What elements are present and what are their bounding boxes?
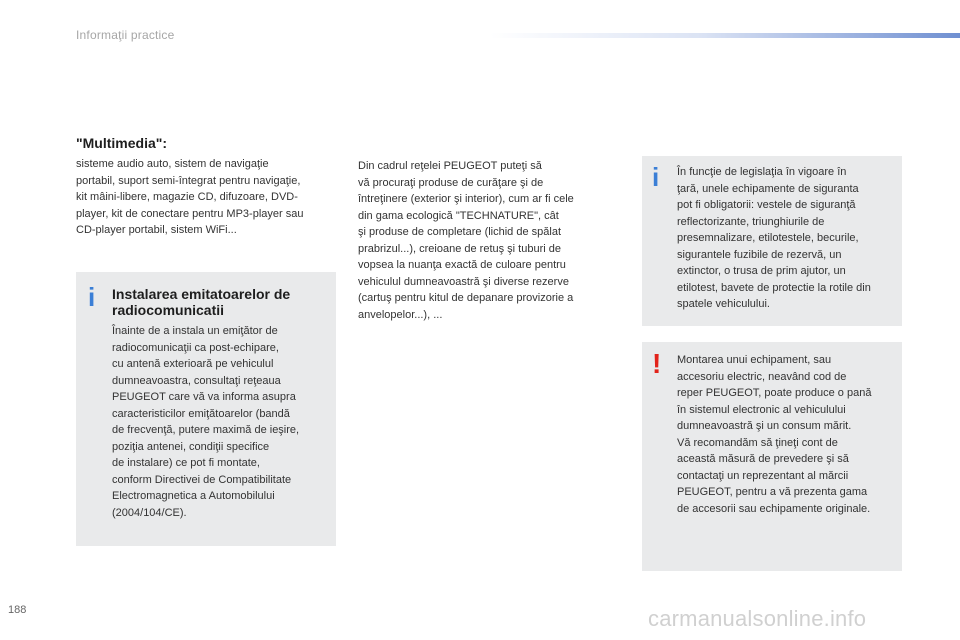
radio-installation-box bbox=[76, 272, 336, 546]
header-gradient-bar bbox=[490, 33, 960, 38]
multimedia-heading: "Multimedia": bbox=[76, 135, 168, 151]
legislation-box bbox=[642, 156, 902, 326]
warning-box-text: Montarea unui echipament, sau accesoriu electric, neavând cod de reper PEUGEOT, poate produce o pană în sistemul electronic al vehiculului dumneavoastră şi un consum mărit. Vă recomandăm să ţineţi cont de această măsură de prevedere şi să contactaţi un reprezentant al mărcii PEUGEOT, pentru a vă prezenta gama de accesorii sau echipamente originale. bbox=[677, 354, 872, 515]
accessories-text: Din cadrul reţelei PEUGEOT puteţi să vă procuraţi produse de curăţare şi de întreţinere (exterior şi interior), cum ar fi cele din gama ecologică "TECHNATURE", cât şi produse de completare (lichid de spălat prabrizul...), creioane de retuş şi tuburi de vopsea la nuanţa exactă de culoare pentru vehiculul dumneavoastră şi diverse rezerve (cartuş pentru kitul de depanare provizorie a anvelopelor...), ... bbox=[358, 160, 574, 321]
page-number: 188 bbox=[8, 604, 27, 616]
watermark: carmanualsonline.info bbox=[648, 606, 867, 631]
legislation-box-text: În funcţie de legislaţia în vigoare în ţară, unele echipamente de siguranta pot fi obligatorii: vestele de siguranţă reflectorizante, triunghiurile de presemnalizare, etilotestele, becurile, sigurantele fuzibile de rezervă, un extinctor, o trusa de prim ajutor, un etilotest, bavete de protectie la rotile din spatele vehiculului. bbox=[677, 166, 871, 310]
info-icon: i bbox=[652, 162, 660, 192]
multimedia-text: sisteme audio auto, sistem de navigaţie portabil, suport semi-întegrat pentru navigaţie, kit mâini-libere, magazie CD, difuzoare, DVD- player, kit de conectare pentru MP3-player sau CD-player portabil, sistem WiFi... bbox=[76, 158, 304, 236]
section-header-title: Informaţii practice bbox=[76, 28, 175, 42]
warning-icon: ! bbox=[652, 348, 662, 379]
warning-box bbox=[642, 342, 902, 571]
radio-box-title: Instalarea emitatoarelor de radiocomunicatii bbox=[112, 286, 291, 318]
info-icon: i bbox=[88, 282, 96, 312]
radio-box-text: Înainte de a instala un emiţător de radiocomunicaţii ca post-echipare, cu antenă exterioară pe vehiculul dumneavoastra, consultaţi reţeaua PEUGEOT care vă va informa asupra caracteristicilor emiţătoarelor (bandă de frecvenţă, putere maximă de ieşire, poziţia antenei, condiţii specifice de instalare) ce pot fi montate, conform Directivei de Compatibilitate Electromagnetica a Automobilului (2004/104/CE). bbox=[112, 325, 300, 519]
